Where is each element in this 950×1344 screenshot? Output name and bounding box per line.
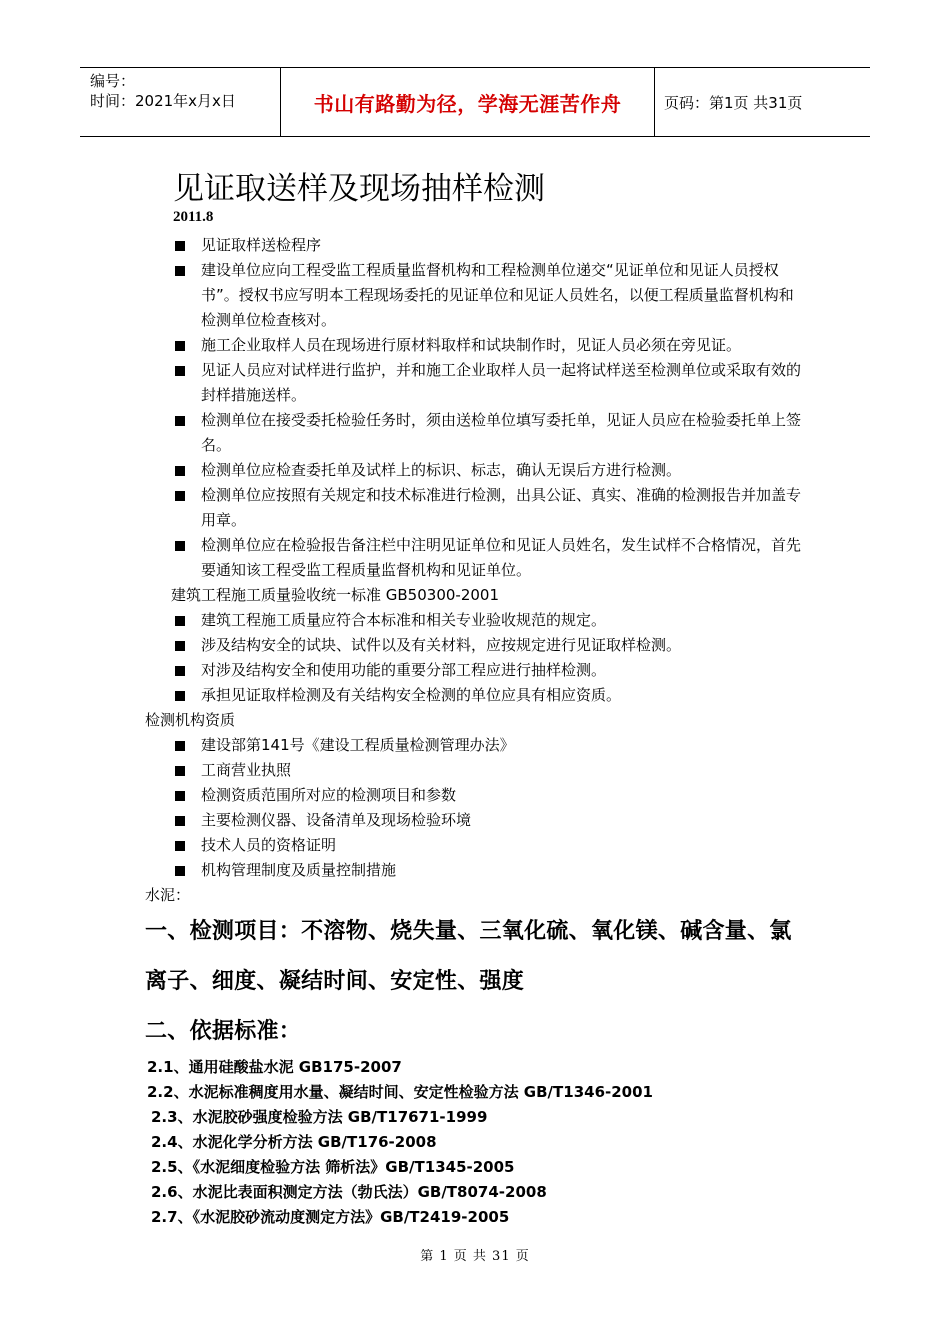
standards-list (0, 1055, 950, 1230)
standard-item: 2.3、水泥胶砂强度检验方法 GB/T17671-1999 (151, 1108, 488, 1126)
standard-item: 2.1、通用硅酸盐水泥 GB175-2007 (147, 1058, 402, 1076)
bullet-square-icon (175, 766, 185, 776)
header-meta (80, 68, 290, 136)
list-item: 检测单位在接受委托检验任务时，须由送检单位填写委托单，见证人员应在检验委托单上签名。 (0, 408, 950, 458)
qualification-heading: 检测机构资质 (145, 711, 236, 729)
page-header (80, 67, 870, 137)
list-item: 检测单位应按照有关规定和技术标准进行检测，出具公证、真实、准确的检测报告并加盖专用章。 (0, 483, 950, 533)
bullet-square-icon (175, 466, 185, 476)
page-footer: 第 1 页 共 31 页 (420, 1249, 530, 1264)
cement-label: 水泥： (145, 886, 191, 904)
bullet-square-icon (175, 816, 185, 826)
bullet-square-icon (175, 366, 185, 376)
bullet-square-icon (175, 866, 185, 876)
bullet-square-icon (175, 241, 185, 251)
list-item: 建设部第141号《建设工程质量检测管理办法》 (0, 733, 950, 758)
test-items-line-2: 离子、细度、凝结时间、安定性、强度 (145, 969, 525, 994)
list-item: 见证人员应对试样进行监护，并和施工企业取样人员一起将试样送至检测单位或采取有效的封样措施送样。 (0, 358, 950, 408)
page-info: 页码：第1页 共31页 (664, 93, 803, 112)
bullet-square-icon (175, 641, 185, 651)
list-item: 建设单位应向工程受监工程质量监督机构和工程检测单位递交“见证单位和见证人员授权书”。授权书应写明本工程现场委托的见证单位和见证人员姓名，以便工程质量监督机构和检测单位检查核对。 (0, 258, 950, 333)
bullet-square-icon (175, 341, 185, 351)
list-item: 承担见证取样检测及有关结构安全检测的单位应具有相应资质。 (0, 683, 950, 708)
bullet-square-icon (175, 266, 185, 276)
list-item: 机构管理制度及质量控制措施 (0, 858, 950, 883)
standard-item: 2.2、水泥标准稠度用水量、凝结时间、安定性检验方法 GB/T1346-2001 (147, 1083, 653, 1101)
cement-section (0, 907, 950, 1057)
number-label: 编号： (90, 72, 136, 90)
standard-item: 2.7、《水泥胶砂流动度测定方法》GB/T2419-2005 (151, 1208, 510, 1226)
list-item: 检测单位应检查委托单及试样上的标识、标志，确认无误后方进行检测。 (0, 458, 950, 483)
bullet-square-icon (175, 491, 185, 501)
list-item: 检测资质范围所对应的检测项目和参数 (0, 783, 950, 808)
document-title: 见证取送样及现场抽样检测 (173, 171, 545, 207)
bullet-square-icon (175, 616, 185, 626)
page-info-cell (654, 68, 870, 136)
standard-item: 2.6、水泥比表面积测定方法（勃氏法）GB/T8074-2008 (151, 1183, 547, 1201)
basis-heading: 二、依据标准： (145, 1019, 302, 1044)
standard-item: 2.5、《水泥细度检验方法 筛析法》GB/T1345-2005 (151, 1158, 515, 1176)
bullet-square-icon (175, 541, 185, 551)
list-item: 见证取样送检程序 (0, 233, 950, 258)
bullet-square-icon (175, 791, 185, 801)
list-item: 主要检测仪器、设备清单及现场检验环境 (0, 808, 950, 833)
document-date: 2011.8 (173, 209, 214, 225)
gb-heading: 建筑工程施工质量验收统一标准 GB50300-2001 (171, 586, 499, 604)
standard-item: 2.4、水泥化学分析方法 GB/T176-2008 (151, 1133, 437, 1151)
bullet-square-icon (175, 416, 185, 426)
list-item: 检测单位应在检验报告备注栏中注明见证单位和见证人员姓名，发生试样不合格情况，首先要通知该工程受监工程质量监督机构和见证单位。 (0, 533, 950, 583)
list-item: 对涉及结构安全和使用功能的重要分部工程应进行抽样检测。 (0, 658, 950, 683)
bullet-square-icon (175, 741, 185, 751)
motto: 书山有路勤为径，学海无涯苦作舟 (313, 91, 622, 116)
list-item: 建筑工程施工质量应符合本标准和相关专业验收规范的规定。 (0, 608, 950, 633)
section-witness-procedure (0, 233, 950, 908)
list-item: 涉及结构安全的试块、试件以及有关材料，应按规定进行见证取样检测。 (0, 633, 950, 658)
bullet-square-icon (175, 691, 185, 701)
test-items-line-1: 一、检测项目：不溶物、烧失量、三氧化硫、氧化镁、碱含量、氯 (145, 919, 792, 944)
list-item: 工商营业执照 (0, 758, 950, 783)
list-item: 施工企业取样人员在现场进行原材料取样和试块制作时，见证人员必须在旁见证。 (0, 333, 950, 358)
motto-cell (280, 68, 655, 136)
bullet-square-icon (175, 841, 185, 851)
list-item: 技术人员的资格证明 (0, 833, 950, 858)
time-label: 时间：2021年x月x日 (90, 92, 236, 110)
bullet-square-icon (175, 666, 185, 676)
